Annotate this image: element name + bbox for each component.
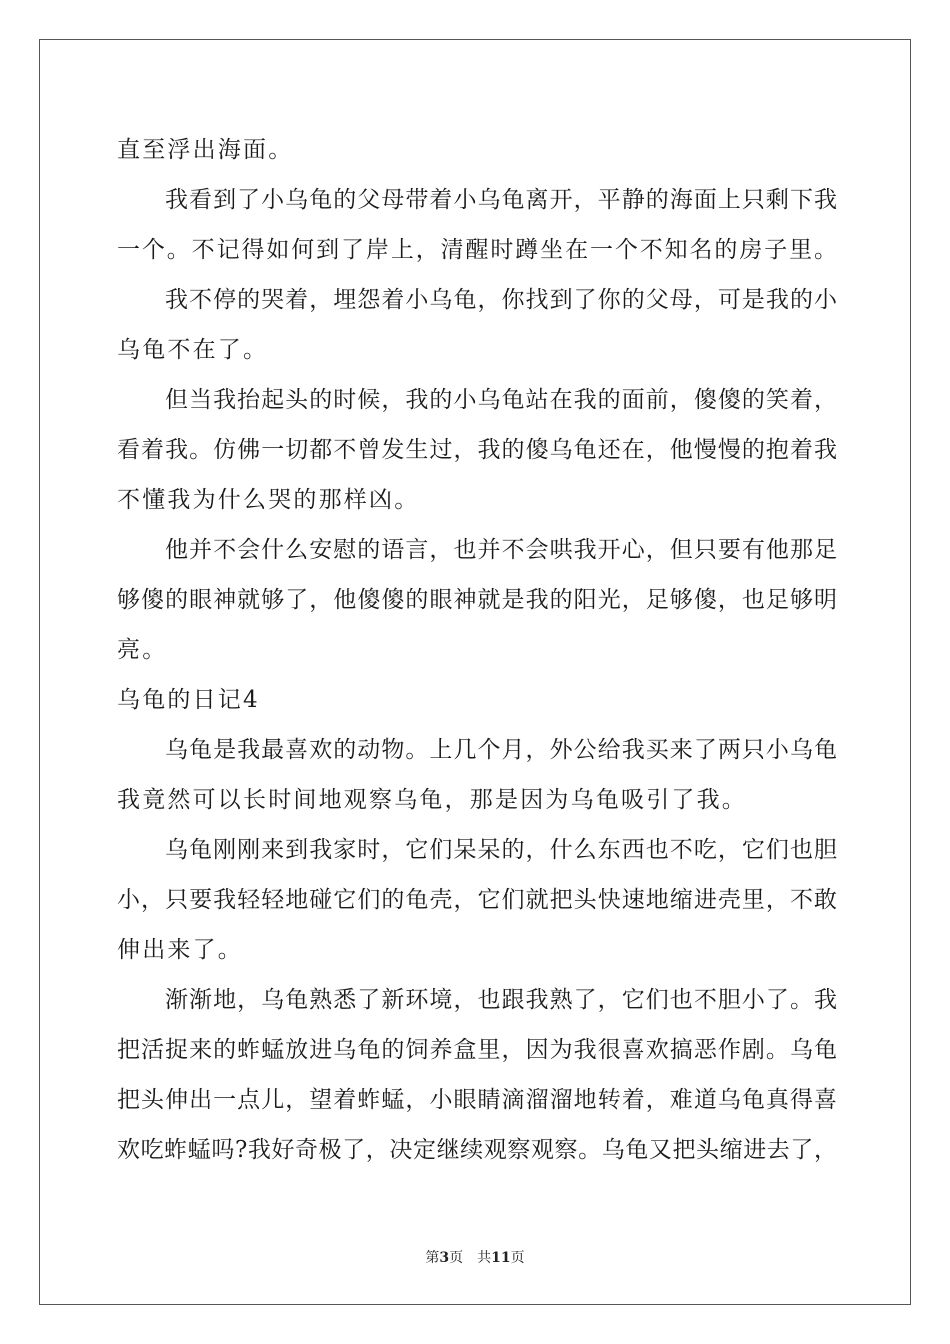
document-body (117, 125, 837, 1175)
text-line: 把头伸出一点儿，望着蚱蜢，小眼睛滴溜溜地转着，难道乌龟真得喜 (117, 1087, 837, 1113)
text-line: 亮。 (117, 637, 168, 663)
text-line: 伸出来了。 (117, 937, 243, 963)
text-line: 乌龟是我最喜欢的动物。上几个月，外公给我买来了两只小乌龟 (165, 737, 837, 763)
text-line: 乌龟不在了。 (117, 337, 269, 363)
text-line: 我看到了小乌龟的父母带着小乌龟离开，平静的海面上只剩下我 (165, 187, 837, 213)
page-total: 11 (491, 1250, 511, 1266)
text-line: 一个。不记得如何到了岸上，清醒时蹲坐在一个不知名的房子里。 (117, 237, 837, 263)
text-line: 乌龟刚刚来到我家时，它们呆呆的，什么东西也不吃，它们也胆 (165, 837, 837, 863)
text-line: 我竟然可以长时间地观察乌龟，那是因为乌龟吸引了我。 (117, 787, 747, 813)
text-line: 把活捉来的蚱蜢放进乌龟的饲养盒里，因为我很喜欢搞恶作剧。乌龟 (117, 1037, 837, 1063)
text-line: 直至浮出海面。 (117, 137, 294, 163)
page-current: 3 (439, 1250, 450, 1266)
text-line: 看着我。仿佛一切都不曾发生过，我的傻乌龟还在，他慢慢的抱着我 (117, 437, 837, 463)
text-line: 但当我抬起头的时候，我的小乌龟站在我的面前，傻傻的笑着， (165, 387, 837, 413)
total-prefix: 共 (477, 1250, 492, 1266)
section-heading: 乌龟的日记4 (117, 687, 260, 713)
text-line: 不懂我为什么哭的那样凶。 (117, 487, 420, 513)
text-line: 我不停的哭着，埋怨着小乌龟，你找到了你的父母，可是我的小 (165, 287, 837, 313)
page-prefix: 第 (425, 1250, 440, 1266)
text-line: 欢吃蚱蜢吗?我好奇极了，决定继续观察观察。乌龟又把头缩进去了， (117, 1137, 837, 1163)
page-suffix: 页 (449, 1250, 464, 1266)
text-line: 他并不会什么安慰的语言，也并不会哄我开心，但只要有他那足 (165, 537, 837, 563)
page-footer (0, 1248, 950, 1268)
text-line: 渐渐地，乌龟熟悉了新环境，也跟我熟了，它们也不胆小了。我 (165, 987, 837, 1013)
text-line: 够傻的眼神就够了，他傻傻的眼神就是我的阳光，足够傻，也足够明 (117, 587, 837, 613)
total-suffix: 页 (510, 1250, 525, 1266)
text-line: 小，只要我轻轻地碰它们的龟壳，它们就把头快速地缩进壳里，不敢 (117, 887, 837, 913)
